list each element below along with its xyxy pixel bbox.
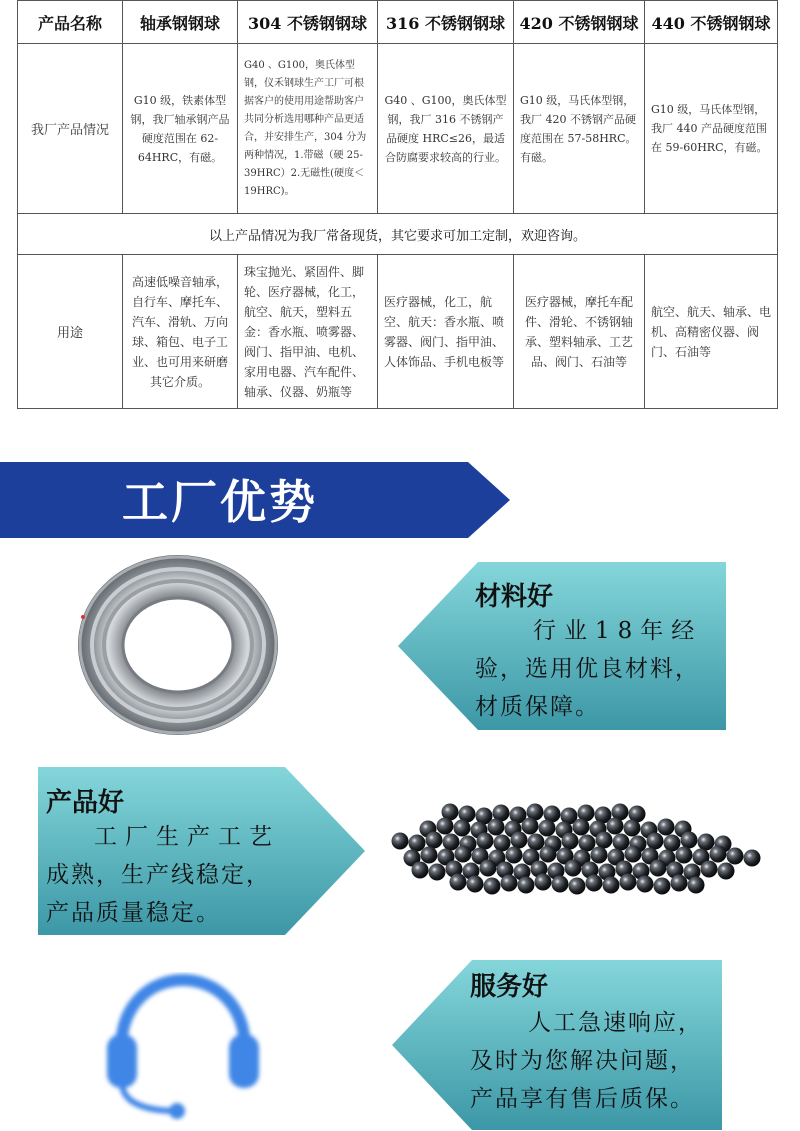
steel-ball bbox=[528, 834, 545, 851]
use-desc-420: 医疗器械，摩托车配件、滑轮、不锈钢轴承、塑料轴承、工艺品、阀门、石油等 bbox=[514, 255, 645, 409]
steel-ball bbox=[625, 846, 642, 863]
feature-line: 人工急速响应， bbox=[528, 1010, 703, 1036]
steel-ball bbox=[579, 835, 596, 852]
feature-line: 成熟，生产线稳定， bbox=[46, 862, 271, 888]
steel-ball bbox=[535, 874, 552, 891]
steel-ball bbox=[412, 862, 429, 879]
header-420: 420 不锈钢钢球 bbox=[514, 1, 645, 44]
steel-ball bbox=[409, 835, 426, 852]
spec-table bbox=[17, 0, 778, 409]
steel-ball bbox=[676, 847, 693, 864]
steel-ball bbox=[518, 877, 535, 894]
notice-row bbox=[18, 214, 778, 255]
row-label-product: 我厂产品情况 bbox=[18, 44, 123, 214]
headset-icon bbox=[93, 972, 273, 1122]
steel-ball bbox=[501, 875, 518, 892]
steel-ball bbox=[467, 876, 484, 893]
steel-ball bbox=[437, 818, 454, 835]
steel-ball bbox=[603, 877, 620, 894]
steel-ball bbox=[637, 876, 654, 893]
steel-ball bbox=[586, 875, 603, 892]
steel-ball bbox=[569, 878, 586, 895]
header-304: 304 不锈钢钢球 bbox=[238, 1, 378, 44]
use-desc-316: 医疗器械，化工，航空、航天：香水瓶、喷雾器、阀门、指甲油、人体饰品、手机电板等 bbox=[378, 255, 514, 409]
feature-title-product: 产品好 bbox=[46, 788, 125, 818]
product-desc-304: G40 、G100，奥氏体型钢，仪禾钢球生产工厂可根据客户的使用用途帮助客户共同分析选用哪种产品更适合，并安排生产，304 分为两种情况，1.带磁（硬 25-39HRC）2.无磁性(硬度＜19HRC)。 bbox=[238, 44, 378, 214]
steel-ball bbox=[539, 820, 556, 837]
steel-ball bbox=[443, 834, 460, 851]
steel-ball bbox=[701, 861, 718, 878]
steel-ball bbox=[454, 820, 471, 837]
steel-ball bbox=[654, 878, 671, 895]
product-row bbox=[18, 44, 778, 214]
steel-ball bbox=[607, 818, 624, 835]
steel-ball bbox=[698, 834, 715, 851]
steel-ball bbox=[573, 819, 590, 836]
header-440: 440 不锈钢钢球 bbox=[645, 1, 778, 44]
steel-ball bbox=[565, 860, 582, 877]
feature-body-service bbox=[470, 1004, 720, 1118]
feature-title-material: 材料好 bbox=[475, 582, 554, 612]
steel-ball bbox=[494, 835, 511, 852]
steel-ball bbox=[718, 863, 735, 880]
steel-ball bbox=[624, 820, 641, 837]
steel-ball bbox=[562, 833, 579, 850]
use-desc-bearing: 高速低噪音轴承，自行车、摩托车、汽车、滑轨、万向球、箱包、电子工业、也可用来研磨其它介质。 bbox=[123, 255, 238, 409]
steel-ball bbox=[477, 833, 494, 850]
feature-line: 行业18年经 bbox=[533, 618, 703, 644]
banner-title: 工厂优势 bbox=[122, 475, 318, 529]
steel-ball bbox=[664, 835, 681, 852]
use-row bbox=[18, 255, 778, 409]
product-desc-bearing: G10 级，铁素体型钢，我厂轴承钢产品硬度范围在 62-64HRC，有磁。 bbox=[123, 44, 238, 214]
steel-ball bbox=[506, 847, 523, 864]
feature-body-material bbox=[475, 612, 725, 726]
steel-ball bbox=[620, 874, 637, 891]
product-desc-420: G10 级，马氏体型钢，我厂 420 不锈钢产品硬度范围在 57-58HRC。有磁。 bbox=[514, 44, 645, 214]
feature-line: 工厂生产工艺 bbox=[94, 824, 280, 850]
steel-ball bbox=[658, 819, 675, 836]
steel-ball bbox=[727, 848, 744, 865]
feature-title-service: 服务好 bbox=[470, 972, 549, 1002]
steel-ball bbox=[421, 847, 438, 864]
steel-ball bbox=[591, 847, 608, 864]
feature-line: 材质保障。 bbox=[475, 694, 600, 720]
header-bearing-steel: 轴承钢钢球 bbox=[123, 1, 238, 44]
feature-line: 产品质量稳定。 bbox=[46, 900, 221, 926]
steel-ball bbox=[426, 832, 443, 849]
header-row bbox=[18, 1, 778, 44]
feature-line: 产品享有售后质保。 bbox=[470, 1086, 695, 1112]
use-desc-440: 航空、航天、轴承、电机、高精密仪器、阀门、石油等 bbox=[645, 255, 778, 409]
steel-ball bbox=[540, 846, 557, 863]
feature-body-product bbox=[46, 818, 306, 932]
steel-ball bbox=[484, 878, 501, 895]
steel-ball bbox=[392, 833, 409, 850]
steel-ball bbox=[744, 850, 761, 867]
steel-ball bbox=[710, 846, 727, 863]
feature-line: 验，选用优良材料， bbox=[475, 656, 700, 682]
steel-ball bbox=[681, 832, 698, 849]
feature-line: 及时为您解决问题， bbox=[470, 1048, 695, 1074]
steel-ball bbox=[647, 833, 664, 850]
steel-ball bbox=[671, 875, 688, 892]
steel-ball bbox=[650, 860, 667, 877]
steel-ball bbox=[613, 834, 630, 851]
steel-ball bbox=[429, 864, 446, 881]
steel-ball bbox=[450, 874, 467, 891]
steel-ball bbox=[552, 876, 569, 893]
steel-ball bbox=[522, 818, 539, 835]
steel-ball bbox=[480, 860, 497, 877]
header-product-name: 产品名称 bbox=[18, 1, 123, 44]
steel-ball bbox=[511, 832, 528, 849]
steel-balls-image bbox=[390, 800, 770, 900]
steel-wire-coil-image bbox=[76, 550, 280, 740]
header-316: 316 不锈钢钢球 bbox=[378, 1, 514, 44]
product-desc-440: G10 级，马氏体型钢，我厂 440 产品硬度范围在 59-60HRC，有磁。 bbox=[645, 44, 778, 214]
use-desc-304: 珠宝抛光、紧固件、脚轮、医疗器械，化工，航空、航天，塑料五金：香水瓶、喷雾器、阀门、指甲油、电机、家用电器、汽车配件、轴承、仪器、奶瓶等 bbox=[238, 255, 378, 409]
steel-ball bbox=[455, 846, 472, 863]
steel-ball bbox=[596, 832, 613, 849]
steel-ball bbox=[688, 877, 705, 894]
steel-ball bbox=[488, 819, 505, 836]
product-desc-316: G40 、G100，奥氏体型钢，我厂 316 不锈钢产品硬度 HRC≤26，最适合防腐要求较高的行业。 bbox=[378, 44, 514, 214]
notice-text: 以上产品情况为我厂常备现货，其它要求可加工定制，欢迎咨询。 bbox=[18, 214, 778, 255]
row-label-use: 用途 bbox=[18, 255, 123, 409]
